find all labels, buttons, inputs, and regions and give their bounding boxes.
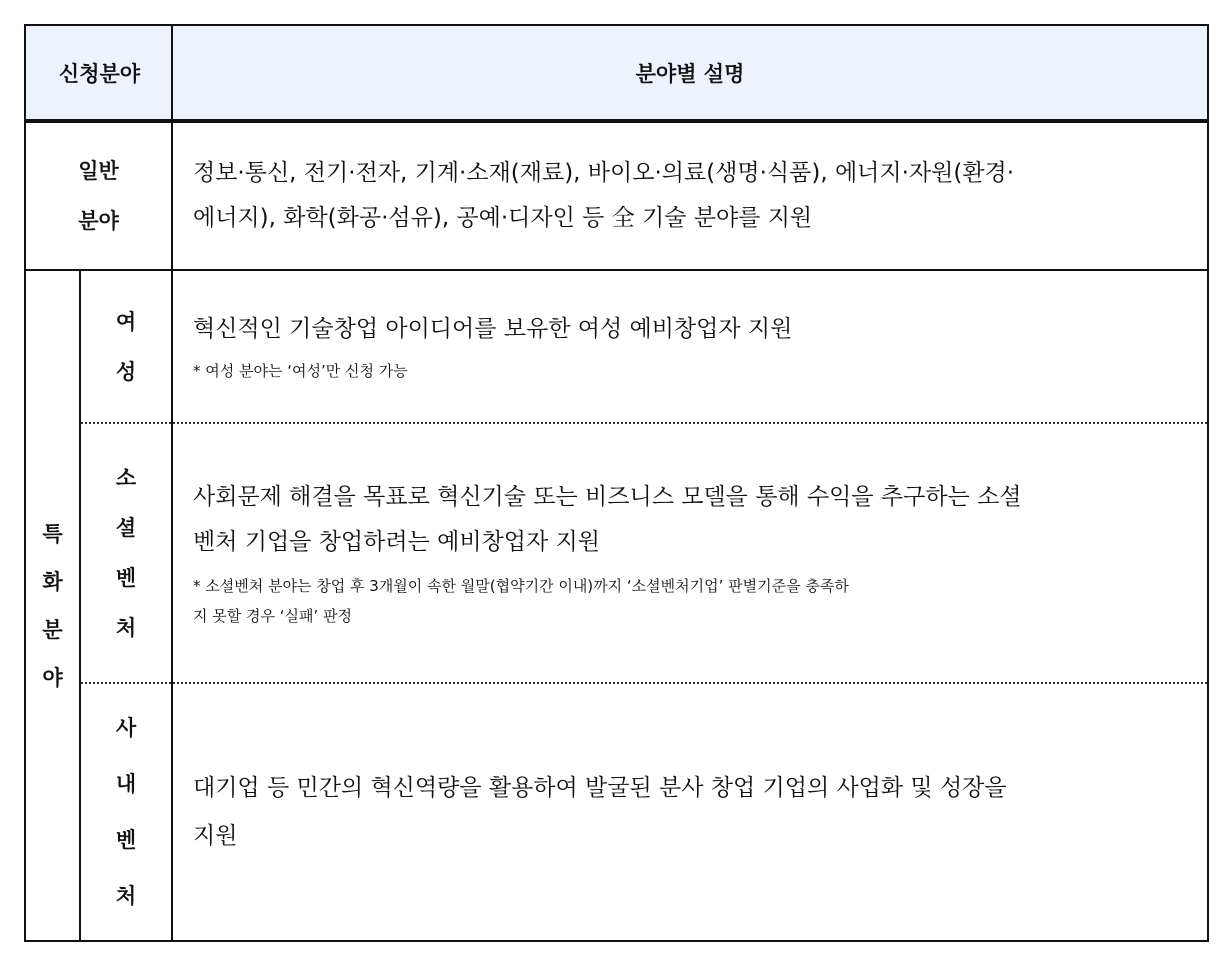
women-label-char2: 성 [115, 359, 137, 384]
social-desc-line1: 사회문제 해결을 목표로 혁신기술 또는 비즈니스 모델을 통해 수익을 추구하는 소셜 [193, 484, 1022, 510]
spinoff-field-description [173, 684, 1207, 940]
spinoff-label-char4: 처 [115, 884, 137, 908]
general-field-description [173, 123, 1207, 269]
general-label-line1: 일반 [78, 159, 119, 183]
special-label-char2: 화 [42, 569, 63, 594]
header-description-label: 분야별 설명 [635, 61, 745, 86]
general-desc-line1: 정보·통신, 전기·전자, 기계·소재(재료), 바이오·의료(생명·식품), 에너지·자원(환경· [193, 160, 1015, 186]
header-col-category [26, 26, 173, 119]
header-category-label: 신청분야 [58, 61, 141, 86]
general-label-line2: 분야 [78, 209, 119, 233]
social-label-char1: 소 [115, 466, 137, 490]
spinoff-desc-line1: 대기업 등 민간의 혁신역량을 활용하여 발굴된 분사 창업 기업의 사업화 및 성장을 [193, 775, 1007, 801]
field-table [24, 24, 1209, 942]
women-field-label [81, 271, 171, 422]
social-desc-line2: 벤처 기업을 창업하려는 예비창업자 지원 [193, 529, 600, 555]
social-label-char4: 처 [115, 616, 137, 640]
social-label-char2: 셜 [115, 516, 137, 540]
women-desc: 혁신적인 기술창업 아이디어를 보유한 여성 예비창업자 지원 [193, 316, 793, 342]
women-field-description [173, 271, 1207, 422]
social-note-line2: 지 못할 경우 ‘실패’ 판정 [193, 607, 353, 625]
special-label-char1: 특 [42, 521, 63, 546]
women-label-char1: 여 [115, 309, 137, 334]
special-label-char4: 야 [42, 665, 63, 690]
general-field-label [26, 123, 171, 269]
women-note: * 여성 분야는 ‘여성’만 신청 가능 [193, 362, 408, 380]
social-field-label [81, 424, 171, 682]
special-field-label [26, 271, 79, 940]
spinoff-label-char3: 벤 [115, 828, 137, 852]
social-label-char3: 벤 [115, 566, 137, 590]
spinoff-field-label [81, 684, 171, 940]
spinoff-label-char1: 사 [115, 716, 137, 740]
social-note-line1: * 소셜벤처 분야는 창업 후 3개월이 속한 월말(협약기간 이내)까지 ‘소셜벤처기업’ 판별기준을 충족하 [193, 577, 849, 595]
spinoff-desc-line2: 지원 [193, 823, 238, 849]
spinoff-label-char2: 내 [115, 772, 137, 796]
social-field-description [173, 424, 1207, 682]
special-label-char3: 분 [42, 617, 63, 642]
general-desc-line2: 에너지), 화학(화공·섬유), 공예·디자인 등 全 기술 분야를 지원 [193, 205, 813, 231]
header-col-description [173, 26, 1207, 119]
